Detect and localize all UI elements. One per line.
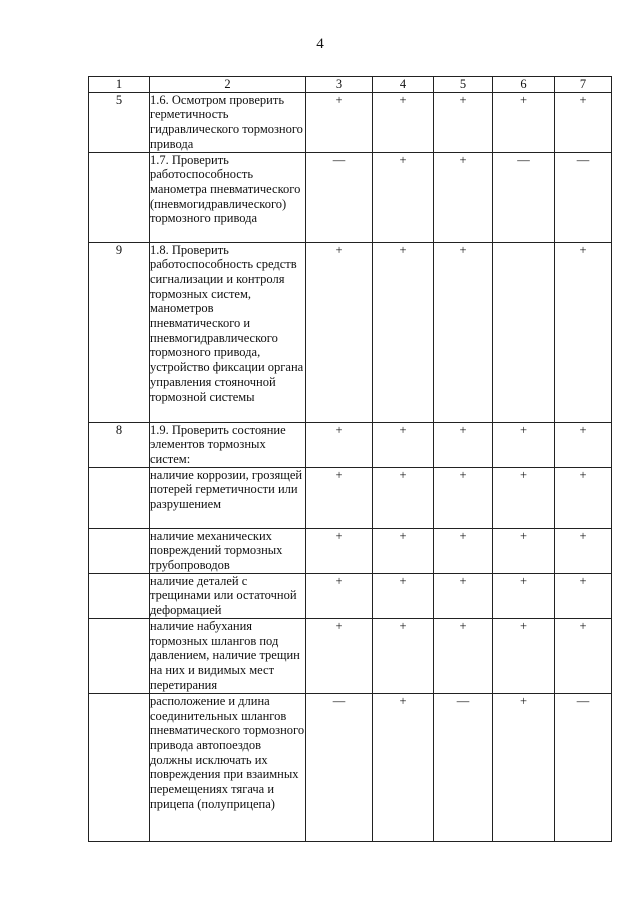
mark-col-7: + [555, 528, 612, 573]
mark-col-3: + [306, 528, 373, 573]
table-row [89, 573, 612, 618]
mark-col-4: + [373, 242, 434, 422]
mark-col-5: + [434, 422, 493, 467]
mark-col-4: + [373, 573, 434, 618]
row-number: 5 [89, 92, 150, 152]
mark-col-5: + [434, 618, 493, 693]
mark-col-6: + [493, 573, 555, 618]
row-number [89, 618, 150, 693]
mark-col-6: + [493, 467, 555, 528]
row-number [89, 573, 150, 618]
mark-col-3: — [306, 152, 373, 242]
row-number [89, 693, 150, 841]
mark-col-6: + [493, 528, 555, 573]
mark-col-7: — [555, 152, 612, 242]
mark-col-4: + [373, 467, 434, 528]
mark-col-3: + [306, 92, 373, 152]
row-description: наличие набухания тормозных шлангов под давлением, наличие трещин на них и видимых мест перетирания [150, 618, 306, 693]
column-header-7: 7 [555, 77, 612, 93]
table-row [89, 92, 612, 152]
mark-col-5: — [434, 693, 493, 841]
row-description: 1.9. Проверить состояние элементов тормозных систем: [150, 422, 306, 467]
mark-col-7: + [555, 573, 612, 618]
row-description: 1.6. Осмотром проверить герметичность гидравлического тормозного привода [150, 92, 306, 152]
mark-col-6: + [493, 92, 555, 152]
column-header-1: 1 [89, 77, 150, 93]
column-header-6: 6 [493, 77, 555, 93]
row-number: 9 [89, 242, 150, 422]
mark-col-5: + [434, 152, 493, 242]
column-header-4: 4 [373, 77, 434, 93]
row-description: расположение и длина соединительных шлангов пневматического тормозного привода автопоездов должны исключать их повреждения при взаимных перемещениях тягача и прицепа (полуприцепа) [150, 693, 306, 841]
mark-col-5: + [434, 573, 493, 618]
mark-col-4: + [373, 92, 434, 152]
table-row [89, 693, 612, 841]
mark-col-6: — [493, 152, 555, 242]
mark-col-3: — [306, 693, 373, 841]
mark-col-3: + [306, 242, 373, 422]
row-description: 1.7. Проверить работоспособность манометра пневматического (пневмогидравлического) тормозного привода [150, 152, 306, 242]
mark-col-6: + [493, 693, 555, 841]
row-number [89, 467, 150, 528]
column-header-3: 3 [306, 77, 373, 93]
mark-col-4: + [373, 152, 434, 242]
mark-col-3: + [306, 573, 373, 618]
mark-col-7: + [555, 92, 612, 152]
table-row [89, 422, 612, 467]
mark-col-3: + [306, 618, 373, 693]
mark-col-6 [493, 242, 555, 422]
table-row [89, 618, 612, 693]
row-number [89, 528, 150, 573]
mark-col-5: + [434, 467, 493, 528]
mark-col-6: + [493, 618, 555, 693]
row-description: наличие механических повреждений тормозных трубопроводов [150, 528, 306, 573]
mark-col-7: + [555, 467, 612, 528]
mark-col-3: + [306, 467, 373, 528]
mark-col-4: + [373, 693, 434, 841]
column-header-5: 5 [434, 77, 493, 93]
mark-col-7: — [555, 693, 612, 841]
table-row [89, 152, 612, 242]
row-description: наличие деталей с трещинами или остаточной деформацией [150, 573, 306, 618]
mark-col-5: + [434, 92, 493, 152]
row-number: 8 [89, 422, 150, 467]
row-description: 1.8. Проверить работоспособность средств сигнализации и контроля тормозных систем, манометров пневматического и пневмогидравлического тормозного привода, устройство фиксации органа управления стояночной тормозной системы [150, 242, 306, 422]
table-row [89, 467, 612, 528]
mark-col-5: + [434, 528, 493, 573]
row-description: наличие коррозии, грозящей потерей герметичности или разрушением [150, 467, 306, 528]
row-number [89, 152, 150, 242]
mark-col-3: + [306, 422, 373, 467]
table-header-row [89, 77, 612, 93]
page-number: 4 [316, 36, 324, 52]
mark-col-6: + [493, 422, 555, 467]
mark-col-7: + [555, 422, 612, 467]
column-header-2: 2 [150, 77, 306, 93]
mark-col-7: + [555, 242, 612, 422]
mark-col-7: + [555, 618, 612, 693]
mark-col-5: + [434, 242, 493, 422]
mark-col-4: + [373, 422, 434, 467]
mark-col-4: + [373, 528, 434, 573]
requirements-table [88, 76, 612, 842]
table-row [89, 242, 612, 422]
table-row [89, 528, 612, 573]
mark-col-4: + [373, 618, 434, 693]
